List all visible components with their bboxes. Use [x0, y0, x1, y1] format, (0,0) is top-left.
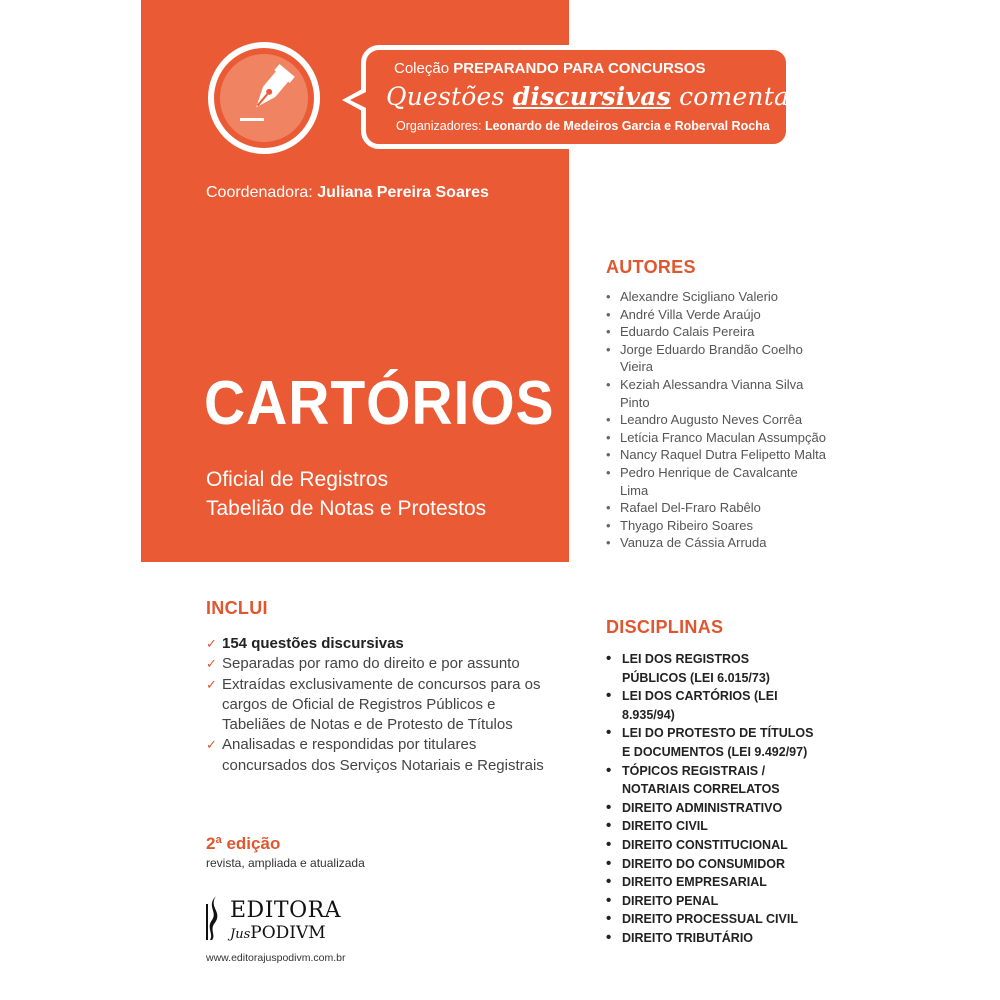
discipline-item: • LEI DOS REGISTROS PÚBLICOS (LEI 6.015/73)	[606, 650, 816, 687]
organizers: Organizadores: Leonardo de Medeiros Garcia e Roberval Rocha	[396, 119, 770, 133]
author-item: • Letícia Franco Maculan Assumpção	[606, 429, 826, 447]
discipline-item: • DIREITO EMPRESARIAL	[606, 873, 816, 892]
collection-logo	[208, 42, 320, 154]
check-icon: ✓	[206, 737, 217, 753]
author-item: • Pedro Henrique de Cavalcante Lima	[606, 464, 826, 499]
discipline-item: • DIREITO CIVIL	[606, 817, 816, 836]
discipline-item: • LEI DO PROTESTO DE TÍTULOS E DOCUMENTOS (LEI 9.492/97)	[606, 724, 816, 761]
discipline-item: • DIREITO PENAL	[606, 892, 816, 911]
authors-list	[606, 288, 826, 552]
edition-note: revista, ampliada e atualizada	[206, 856, 365, 870]
collection-name: Coleção PREPARANDO PARA CONCURSOS	[394, 60, 706, 77]
includes-item: ✓ Extraídas exclusivamente de concursos para os cargos de Oficial de Registros Públicos e Tabeliães de Notas e de Protesto de Títulos	[206, 675, 541, 734]
edition-label: 2ª edição	[206, 834, 281, 853]
discipline-item: • DIREITO CONSTITUCIONAL	[606, 836, 816, 855]
disciplines-heading: DISCIPLINAS	[606, 617, 724, 637]
author-item: • Thyago Ribeiro Soares	[606, 517, 826, 535]
speech-bubble-tail-inner	[350, 92, 366, 108]
includes-item: ✓ 154 questões discursivas	[206, 634, 561, 654]
discipline-item: • DIREITO DO CONSUMIDOR	[606, 855, 816, 874]
discipline-item: • TÓPICOS REGISTRAIS / NOTARIAIS CORRELATOS	[606, 762, 816, 799]
author-item: • André Villa Verde Araújo	[606, 306, 826, 324]
author-item: • Vanuza de Cássia Arruda	[606, 534, 826, 552]
disciplines-list	[606, 650, 816, 948]
discipline-item: • DIREITO ADMINISTRATIVO	[606, 799, 816, 818]
author-item: • Leandro Augusto Neves Corrêa	[606, 411, 826, 429]
includes-list	[206, 634, 561, 776]
book-title: CARTÓRIOS	[204, 369, 555, 438]
author-item: • Alexandre Scigliano Valerio	[606, 288, 826, 306]
author-item: • Rafael Del-Fraro Rabêlo	[606, 499, 826, 517]
discipline-item: • LEI DOS CARTÓRIOS (LEI 8.935/94)	[606, 687, 816, 724]
discipline-item: • DIREITO PROCESSUAL CIVIL	[606, 910, 816, 929]
includes-item: ✓ Analisadas e respondidas por titulares concursados dos Serviços Notariais e Registrais	[206, 736, 544, 774]
coordinator: Coordenadora: Juliana Pereira Soares	[206, 184, 489, 201]
publisher-website: www.editorajuspodivm.com.br	[206, 952, 346, 964]
author-item: • Eduardo Calais Pereira	[606, 323, 826, 341]
author-item: • Keziah Alessandra Vianna Silva Pinto	[606, 376, 826, 411]
publisher-name: EDITORA	[230, 898, 342, 923]
discipline-item: • DIREITO TRIBUTÁRIO	[606, 929, 816, 948]
book-subtitle-line1: Oficial de Registros	[206, 468, 389, 491]
book-subtitle-line2: Tabelião de Notas e Protestos	[206, 497, 487, 520]
author-item: • Jorge Eduardo Brandão Coelho Vieira	[606, 341, 826, 376]
check-icon: ✓	[206, 656, 217, 672]
includes-item: ✓ Separadas por ramo do direito e por assunto	[206, 654, 561, 674]
authors-heading: AUTORES	[606, 257, 696, 277]
includes-heading: INCLUI	[206, 598, 268, 618]
check-icon: ✓	[206, 676, 217, 692]
publisher-imprint: JusPODIVM	[230, 923, 326, 943]
pen-nib-icon	[214, 48, 314, 148]
check-icon: ✓	[206, 636, 217, 651]
quill-flame-icon	[204, 894, 226, 942]
series-title: Questões discursivas comentadas	[386, 82, 834, 111]
author-item: • Nancy Raquel Dutra Felipetto Malta	[606, 446, 826, 464]
